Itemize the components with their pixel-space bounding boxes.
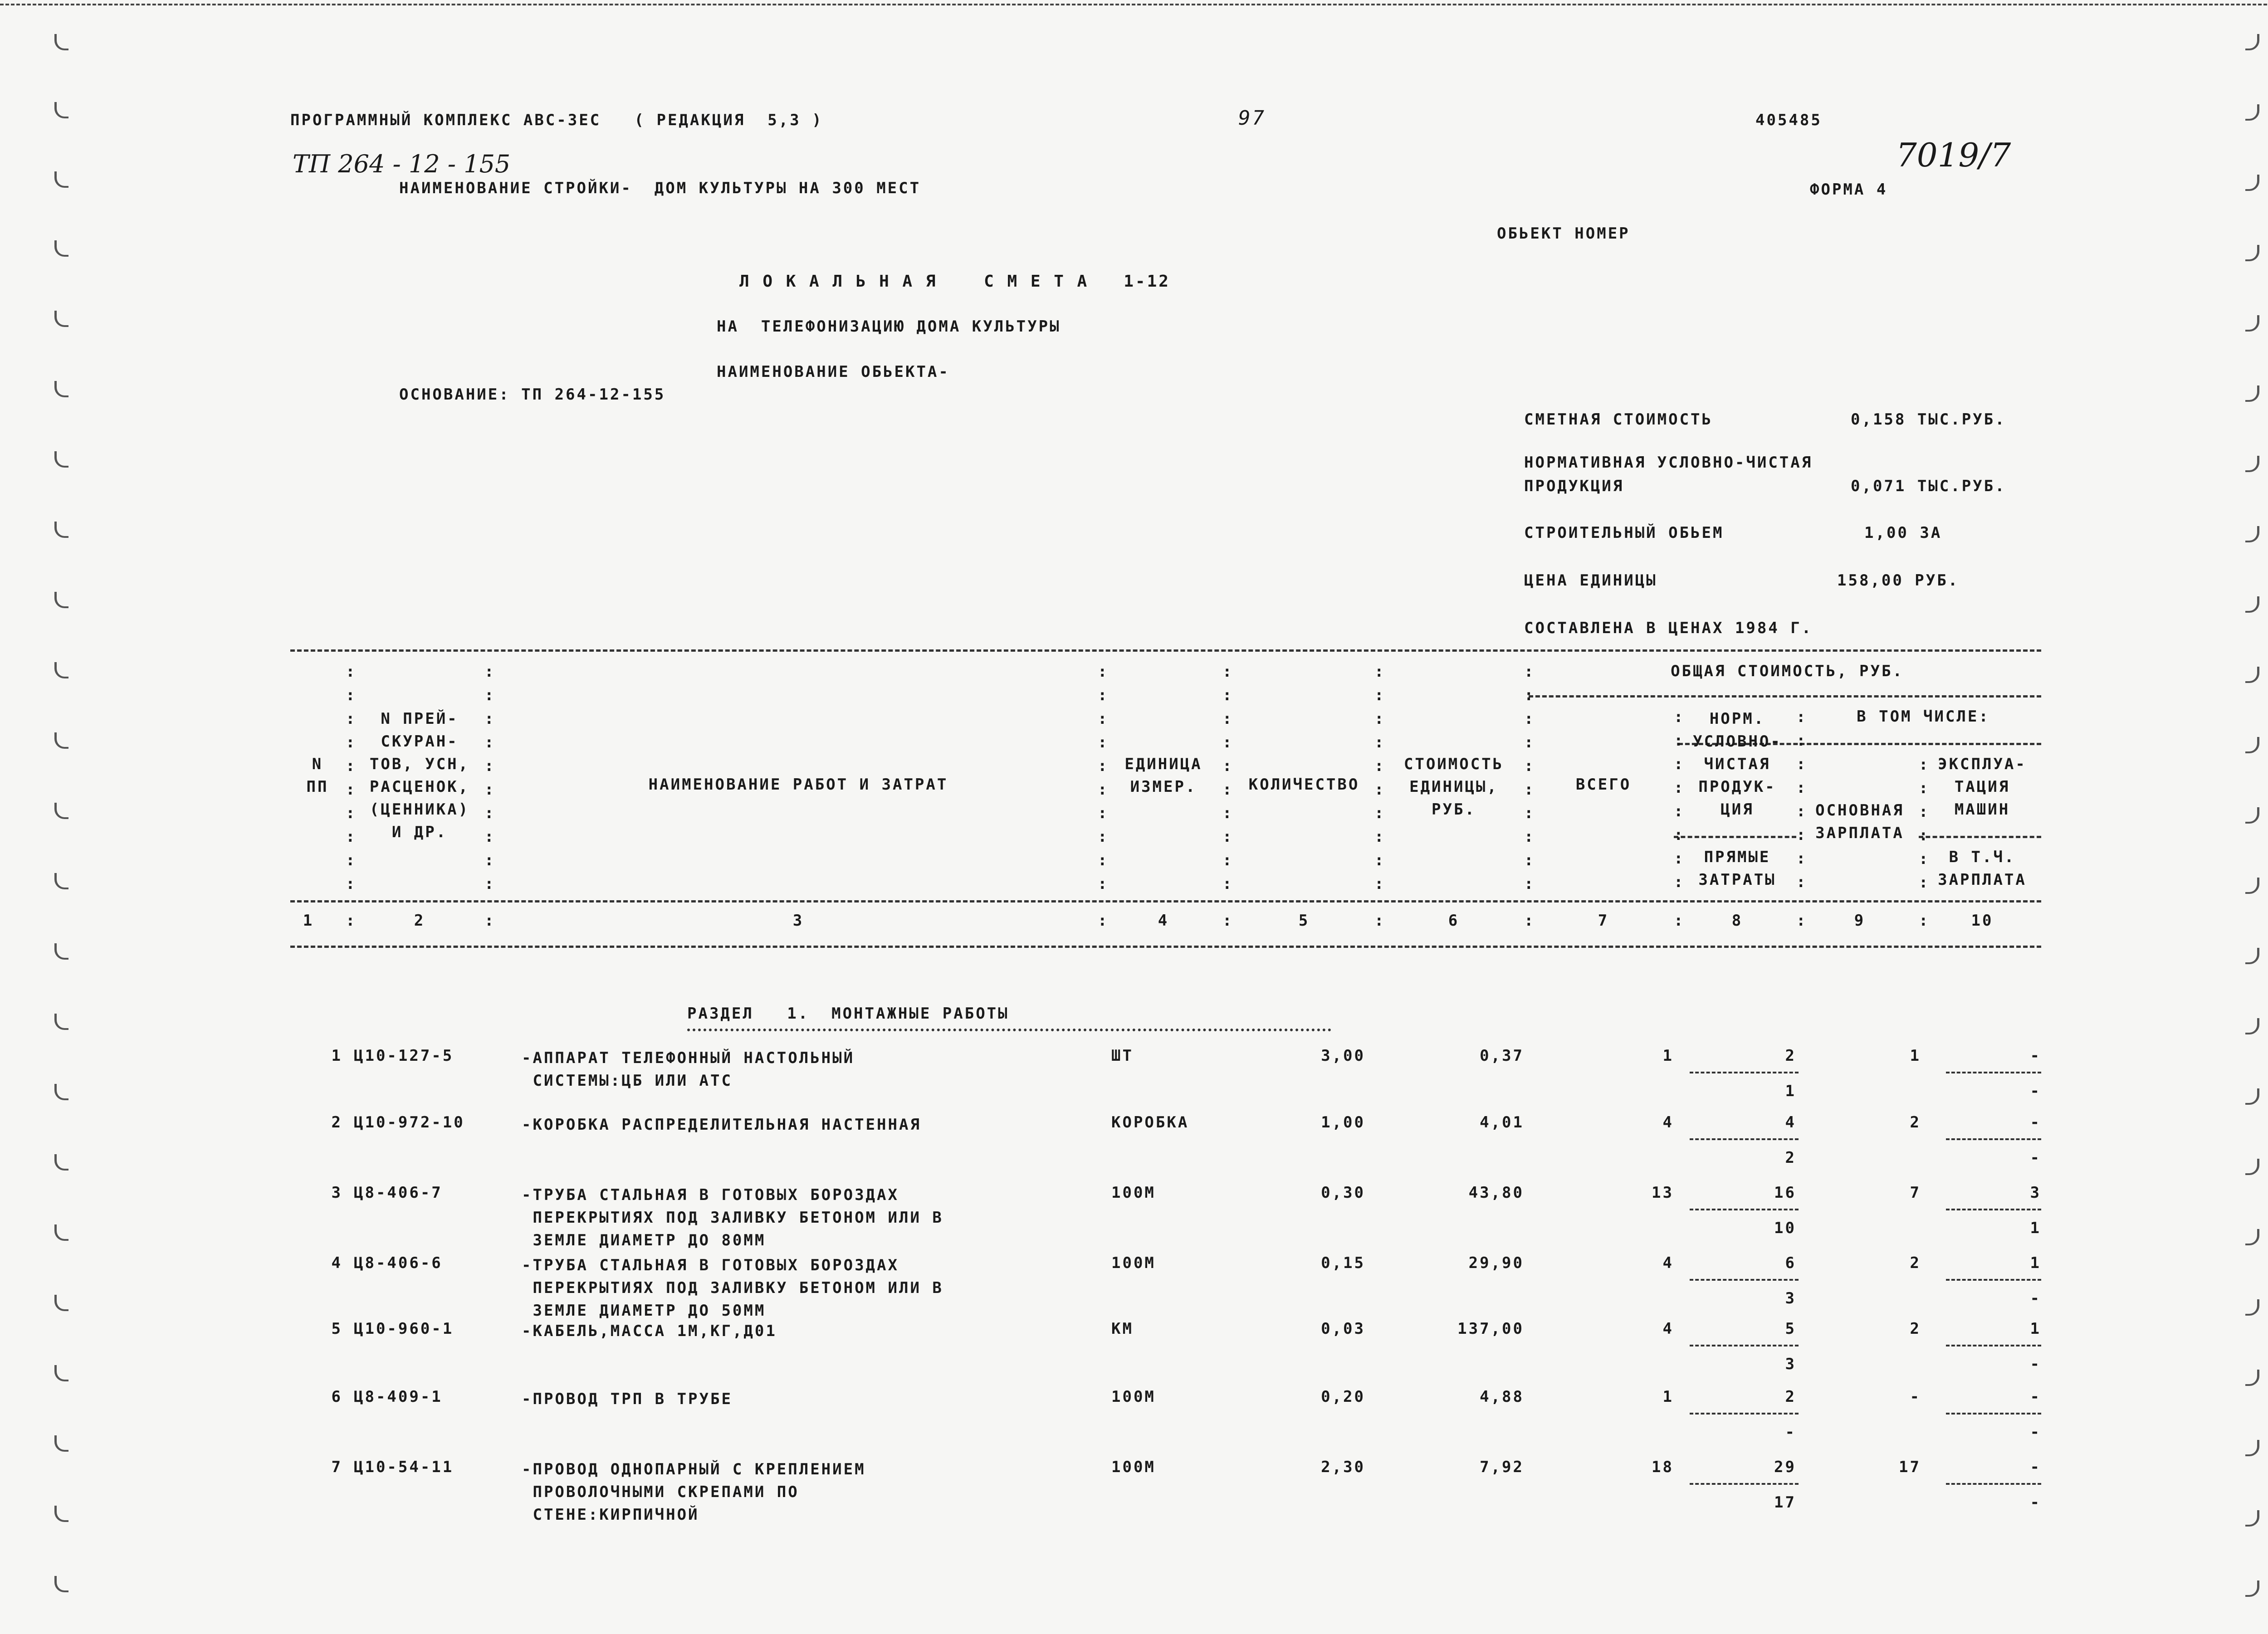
row-base-salary: 2: [1910, 1254, 1921, 1272]
section-title: РАЗДЕЛ 1. МОНТАЖНЫЕ РАБОТЫ: [687, 1005, 1009, 1023]
col-header-10b: В Т.Ч. ЗАРПЛАТА: [1938, 848, 2027, 889]
row-machines-split-rule: [1946, 1072, 2041, 1073]
row-norm-split-rule: [1690, 1209, 1799, 1210]
row-machines-salary: -: [2030, 1289, 2041, 1307]
row-unit: 100М: [1111, 1184, 1156, 1202]
col-header-7: ВСЕГО: [1575, 776, 1632, 794]
col-number: 2: [414, 912, 425, 930]
row-norm-split-rule: [1690, 1345, 1799, 1346]
row-qty: 3,00: [1321, 1047, 1365, 1065]
norm-label-1: НОРМАТИВНАЯ УСЛОВНО-ЧИСТАЯ: [1524, 454, 1813, 472]
row-total: 18: [1652, 1458, 1674, 1476]
row-name: -АППАРАТ ТЕЛЕФОННЫЙ НАСТОЛЬНЫЙ СИСТЕМЫ:ЦБ ИЛИ АТС: [522, 1049, 855, 1090]
row-machines-split-rule: [1946, 1345, 2041, 1346]
col-header-total-group: ОБЩАЯ СТОИМОСТЬ, РУБ.: [1671, 662, 1904, 680]
row-unit: 100М: [1111, 1388, 1156, 1406]
row-number: 5: [331, 1320, 342, 1338]
col-number: 7: [1598, 912, 1609, 930]
col-header-6: СТОИМОСТЬ ЕДИНИЦЫ, РУБ.: [1403, 755, 1504, 819]
row-unit: КМ: [1111, 1320, 1134, 1338]
row-code: Ц10-127-5: [354, 1047, 454, 1065]
row-unit: 100М: [1111, 1458, 1156, 1476]
col-number: 8: [1731, 912, 1743, 930]
row-number: 2: [331, 1113, 342, 1132]
construction-name: НАИМЕНОВАНИЕ СТРОЙКИ- ДОМ КУЛЬТУРЫ НА 300 МЕСТ: [399, 179, 921, 197]
estimate-subtitle: НА ТЕЛЕФОНИЗАЦИЮ ДОМА КУЛЬТУРЫ: [717, 317, 1061, 336]
row-norm-split-rule: [1690, 1483, 1799, 1485]
col-number: 10: [1971, 912, 1994, 930]
row-code: Ц8-406-7: [354, 1184, 443, 1202]
col-header-8b: ПРЯМЫЕ ЗАТРАТЫ: [1698, 848, 1776, 889]
col-number: 3: [792, 912, 804, 930]
cost-value: 0,158 ТЫС.РУБ.: [1851, 410, 2006, 429]
row-machines-split-rule: [1946, 1209, 2041, 1210]
row-name: -ТРУБА СТАЛЬНАЯ В ГОТОВЫХ БОРОЗДАХ ПЕРЕКРЫТИЯХ ПОД ЗАЛИВКУ БЕТОНОМ ИЛИ В ЗЕМЛЕ ДИАМЕТР ДО 50ММ: [522, 1256, 943, 1320]
prices-note: СОСТАВЛЕНА В ЦЕНАХ 1984 Г.: [1524, 619, 1813, 637]
row-direct-costs: 10: [1774, 1219, 1796, 1237]
col-header-incl: В ТОМ ЧИСЛЕ:: [1857, 707, 1990, 726]
row-price: 4,01: [1480, 1113, 1524, 1132]
row-total: 1: [1662, 1047, 1674, 1065]
row-name: -ПРОВОД ОДНОПАРНЫЙ С КРЕПЛЕНИЕМ ПРОВОЛОЧНЫМИ СКРЕПАМИ ПО СТЕНЕ:КИРПИЧНОЙ: [522, 1460, 866, 1524]
row-norm-production: 2: [1785, 1047, 1796, 1065]
row-price: 43,80: [1468, 1184, 1524, 1202]
row-unit: КОРОБКА: [1111, 1113, 1189, 1132]
handwritten-ref: ТП 264 - 12 - 155: [293, 150, 511, 178]
table-header-bottom-rule: [290, 900, 2041, 902]
row-total: 4: [1662, 1320, 1674, 1338]
row-norm-split-rule: [1690, 1072, 1799, 1073]
col-number: 1: [303, 912, 314, 930]
table-top-rule: [290, 649, 2041, 652]
col-header-10: ЭКСПЛУА- ТАЦИЯ МАШИН: [1938, 755, 2027, 819]
row-price: 7,92: [1480, 1458, 1524, 1476]
row-total: 1: [1662, 1388, 1674, 1406]
doc-code: 405485: [1755, 111, 1822, 129]
program-name: ПРОГРАММНЫЙ КОМПЛЕКС АВС-3ЕС ( РЕДАКЦИЯ 5,3 ): [290, 111, 823, 129]
row-machines-salary: -: [2030, 1493, 2041, 1512]
col-number: 6: [1448, 912, 1460, 930]
row-machines-salary: 1: [2030, 1219, 2041, 1237]
row-norm-production: 16: [1774, 1184, 1796, 1202]
row-machines: -: [2030, 1047, 2041, 1065]
col-header-3: НАИМЕНОВАНИЕ РАБОТ И ЗАТРАТ: [648, 776, 948, 794]
col-number: 4: [1158, 912, 1169, 930]
row-norm-split-rule: [1690, 1279, 1799, 1281]
row-direct-costs: -: [1785, 1423, 1796, 1441]
row-machines: -: [2030, 1458, 2041, 1476]
row-machines: -: [2030, 1388, 2041, 1406]
row-direct-costs: 2: [1785, 1149, 1796, 1167]
row-base-salary: 7: [1910, 1184, 1921, 1202]
c10-split-rule: [1919, 836, 2041, 838]
row-machines-split-rule: [1946, 1483, 2041, 1485]
row-machines-salary: -: [2030, 1423, 2041, 1441]
row-machines-split-rule: [1946, 1279, 2041, 1281]
row-unit: 100М: [1111, 1254, 1156, 1272]
row-norm-split-rule: [1690, 1413, 1799, 1415]
object-name-label: НАИМЕНОВАНИЕ ОБЬЕКТА-: [717, 363, 950, 381]
col-header-9: ОСНОВНАЯ ЗАРПЛАТА: [1815, 801, 1904, 842]
row-name: -ТРУБА СТАЛЬНАЯ В ГОТОВЫХ БОРОЗДАХ ПЕРЕКРЫТИЯХ ПОД ЗАЛИВКУ БЕТОНОМ ИЛИ В ЗЕМЛЕ ДИАМЕТР ДО 80ММ: [522, 1186, 943, 1249]
row-qty: 2,30: [1321, 1458, 1365, 1476]
row-norm-production: 29: [1774, 1458, 1796, 1476]
basis-label: ОСНОВАНИЕ: ТП 264-12-155: [399, 385, 666, 404]
row-code: Ц10-960-1: [354, 1320, 454, 1338]
norm-value: 0,071 ТЫС.РУБ.: [1851, 477, 2006, 495]
row-qty: 0,20: [1321, 1388, 1365, 1406]
column-numbers-rule: [290, 946, 2041, 948]
row-machines: 1: [2030, 1254, 2041, 1272]
row-direct-costs: 1: [1785, 1082, 1796, 1100]
row-base-salary: 1: [1910, 1047, 1921, 1065]
row-price: 4,88: [1480, 1388, 1524, 1406]
row-total: 4: [1662, 1254, 1674, 1272]
row-code: Ц8-406-6: [354, 1254, 443, 1272]
row-unit: ШТ: [1111, 1047, 1134, 1065]
volume-label: СТРОИТЕЛЬНЫЙ ОБЬЕМ: [1524, 524, 1724, 542]
row-machines-split-rule: [1946, 1413, 2041, 1415]
col-header-5: КОЛИЧЕСТВО: [1248, 776, 1360, 794]
row-machines-split-rule: [1946, 1138, 2041, 1140]
row-direct-costs: 17: [1774, 1493, 1796, 1512]
row-price: 0,37: [1480, 1047, 1524, 1065]
row-qty: 0,03: [1321, 1320, 1365, 1338]
col-number: 9: [1854, 912, 1866, 930]
row-total: 13: [1652, 1184, 1674, 1202]
row-name: -КОРОБКА РАСПРЕДЕЛИТЕЛЬНАЯ НАСТЕННАЯ: [522, 1116, 921, 1134]
row-qty: 0,15: [1321, 1254, 1365, 1272]
row-machines-salary: -: [2030, 1082, 2041, 1100]
row-number: 3: [331, 1184, 342, 1202]
col-number: 5: [1298, 912, 1310, 930]
row-base-salary: 2: [1910, 1320, 1921, 1338]
row-norm-production: 2: [1785, 1388, 1796, 1406]
row-machines-salary: -: [2030, 1149, 2041, 1167]
unit-price-value: 158,00 РУБ.: [1837, 571, 1960, 590]
col-header-2: N ПРЕЙ- СКУРАН- ТОВ, УСН, РАСЦЕНОК, (ЦЕННИКА) И ДР.: [369, 710, 470, 841]
estimate-title: Л О К А Л Ь Н А Я С М Е Т А 1-12: [739, 272, 1170, 291]
row-qty: 1,00: [1321, 1113, 1365, 1132]
row-price: 29,90: [1468, 1254, 1524, 1272]
row-norm-production: 6: [1785, 1254, 1796, 1272]
norm-label-2: ПРОДУКЦИЯ: [1524, 477, 1624, 495]
page-number: 97: [1238, 107, 1266, 130]
row-machines: 3: [2030, 1184, 2041, 1202]
form-label: ФОРМА 4: [1810, 180, 1888, 199]
section-underline: [687, 1029, 1331, 1031]
c8-split-rule: [1674, 836, 1796, 838]
object-number-label: ОБЬЕКТ НОМЕР: [1497, 224, 1630, 243]
row-direct-costs: 3: [1785, 1289, 1796, 1307]
row-number: 7: [331, 1458, 342, 1476]
handwritten-number: 7019/7: [1896, 136, 2011, 174]
row-norm-split-rule: [1690, 1138, 1799, 1140]
col-header-4: ЕДИНИЦА ИЗМЕР.: [1124, 755, 1202, 796]
row-number: 6: [331, 1388, 342, 1406]
col-header-8: НОРМ. УСЛОВНО- ЧИСТАЯ ПРОДУК- ЦИЯ: [1693, 710, 1782, 819]
row-machines: 1: [2030, 1320, 2041, 1338]
cost-label: СМЕТНАЯ СТОИМОСТЬ: [1524, 410, 1713, 429]
volume-value: 1,00 ЗА: [1864, 524, 1942, 542]
row-base-salary: 2: [1910, 1113, 1921, 1132]
row-name: -ПРОВОД ТРП В ТРУБЕ: [522, 1390, 733, 1408]
row-machines-salary: -: [2030, 1355, 2041, 1373]
row-base-salary: -: [1910, 1388, 1921, 1406]
total-group-rule: [1529, 695, 2041, 697]
unit-price-label: ЦЕНА ЕДИНИЦЫ: [1524, 571, 1657, 590]
row-number: 1: [331, 1047, 342, 1065]
row-total: 4: [1662, 1113, 1674, 1132]
row-norm-production: 5: [1785, 1320, 1796, 1338]
row-machines: -: [2030, 1113, 2041, 1132]
row-number: 4: [331, 1254, 342, 1272]
row-norm-production: 4: [1785, 1113, 1796, 1132]
row-code: Ц10-54-11: [354, 1458, 454, 1476]
row-name: -КАБЕЛЬ,МАССА 1М,КГ,Д01: [522, 1322, 777, 1340]
row-code: Ц10-972-10: [354, 1113, 465, 1132]
row-price: 137,00: [1457, 1320, 1524, 1338]
row-qty: 0,30: [1321, 1184, 1365, 1202]
top-edge-line: [0, 4, 2268, 5]
row-direct-costs: 3: [1785, 1355, 1796, 1373]
row-base-salary: 17: [1899, 1458, 1921, 1476]
col-header-1: N ПП: [306, 755, 329, 796]
row-code: Ц8-409-1: [354, 1388, 443, 1406]
